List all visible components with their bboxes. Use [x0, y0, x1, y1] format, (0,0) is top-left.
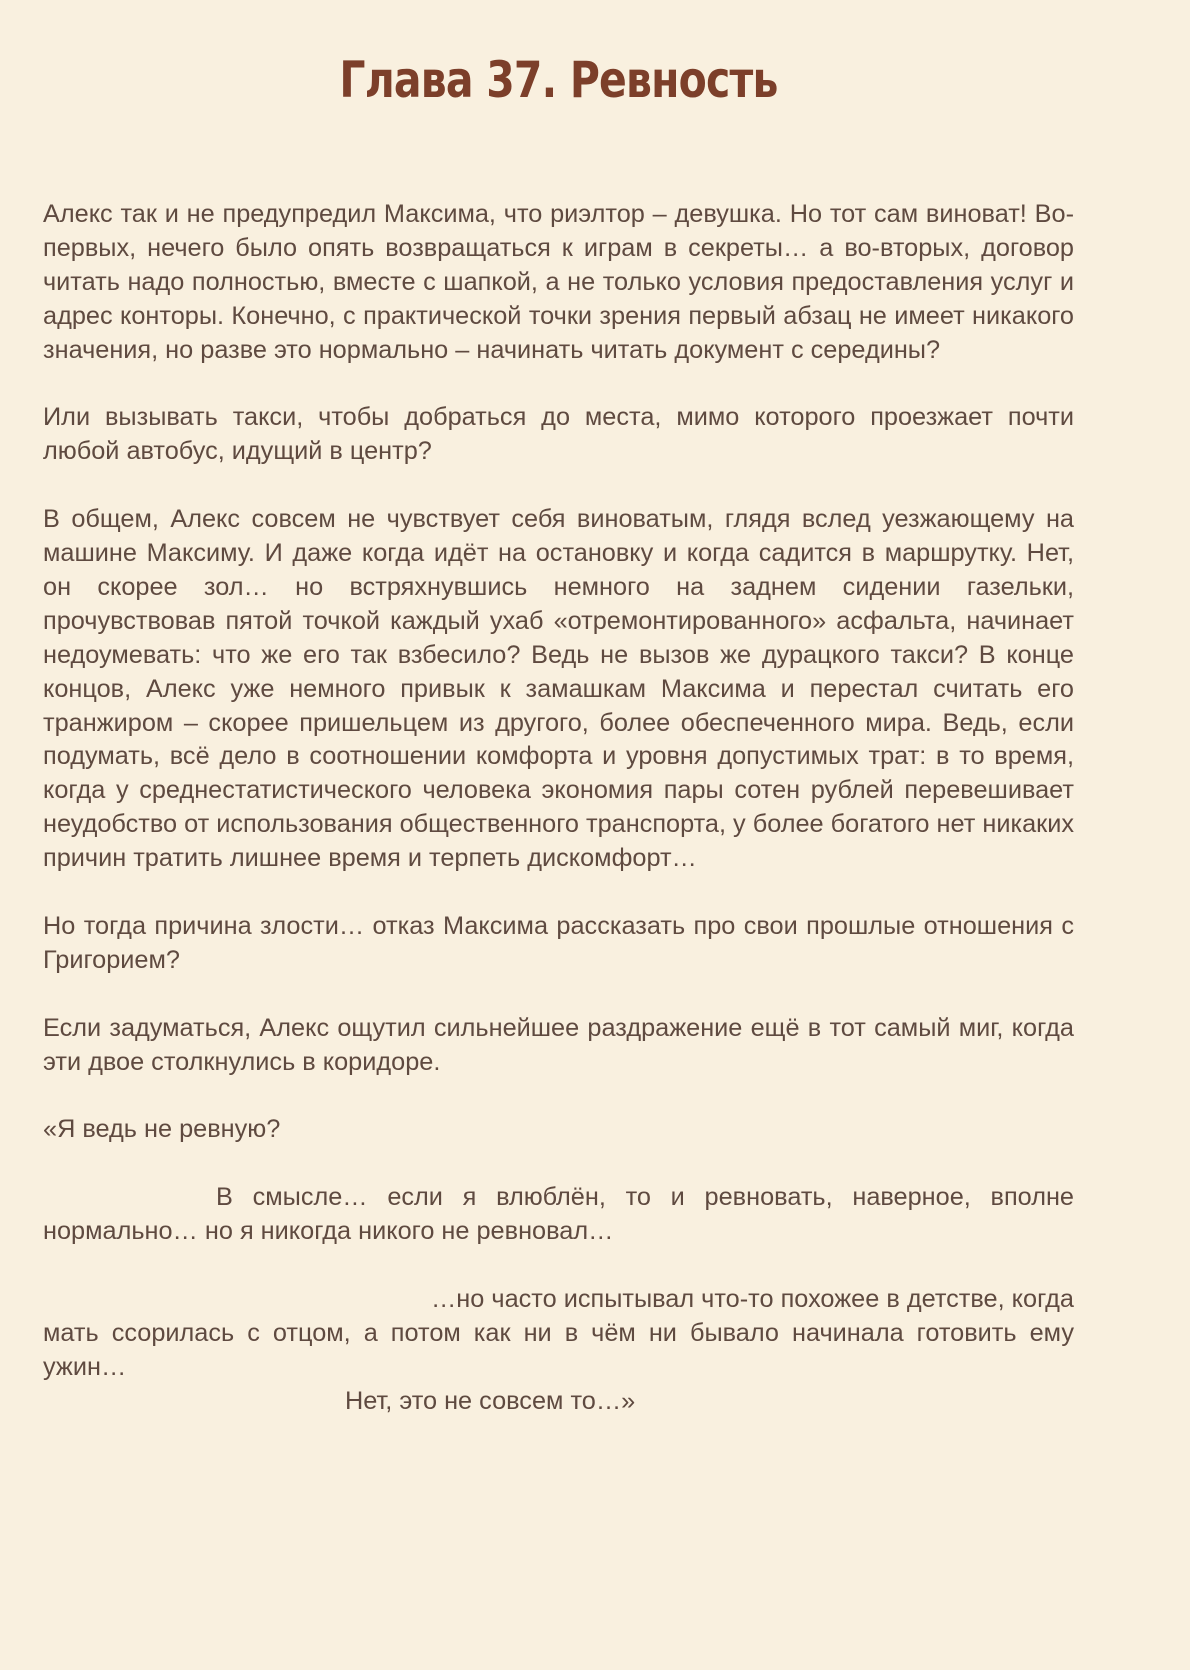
paragraph: В общем, Алекс совсем не чувствует себя виноватым, глядя вслед уезжающему на машине Максиму. И даже когда идёт на остановку и когда садится в маршрутку. Нет, он скорее зол… но встряхнувшись немного на заднем сидении газельки, прочувствовав пятой точкой каждый ухаб «отремонтированного» асфальта, начинает недоумевать: что же его так взбесило? Ведь не вызов же дурацкого такси? В конце концов, Алекс уже немного привык к замашкам Максима и перестал считать его транжиром – скорее пришельцем из другого, более обеспеченного мира. Ведь, если подумать, всё дело в соотношении комфорта и уровня допустимых трат: в то время, когда у среднестатистического человека экономия пары сотен рублей перевешивает неудобство от использования общественного транспорта, у более богатого нет никаких причин тратить лишнее время и терпеть дискомфорт…: [43, 505, 1074, 873]
chapter-body: [43, 198, 1074, 1419]
paragraph: Если задуматься, Алекс ощутил сильнейшее раздражение ещё в тот самый миг, когда эти двое столкнулись в коридоре.: [43, 1013, 1074, 1076]
paragraph: …но часто испытывал что-то похожее в детстве, когда мать ссорилась с отцом, а потом как ни в чём ни бывало начинала готовить ему ужин…: [43, 1284, 1074, 1381]
chapter-title: Глава 37. Ревность: [339, 51, 778, 109]
paragraph: В смысле… если я влюблён, то и ревновать, наверное, вполне нормально… но я никогда никого не ревновал…: [43, 1183, 1074, 1246]
paragraph: Алекс так и не предупредил Максима, что риэлтор – девушка. Но тот сам виноват! Во-первых, нечего было опять возвращаться к играм в секреты… а во-вторых, договор читать надо полностью, вместе с шапкой, а не только условия предоставления услуг и адрес конторы. Конечно, с практической точки зрения первый абзац не имеет никакого значения, но разве это нормально – начинать читать документ с середины?: [43, 200, 1074, 364]
paragraph: Нет, это не совсем то…»: [345, 1386, 636, 1415]
paragraph: «Я ведь не ревную?: [43, 1115, 281, 1144]
paragraph: Но тогда причина злости… отказ Максима рассказать про свои прошлые отношения с Григорием?: [43, 911, 1074, 974]
paragraph: Или вызывать такси, чтобы добраться до места, мимо которого проезжает почти любой автобус, идущий в центр?: [43, 403, 1074, 466]
